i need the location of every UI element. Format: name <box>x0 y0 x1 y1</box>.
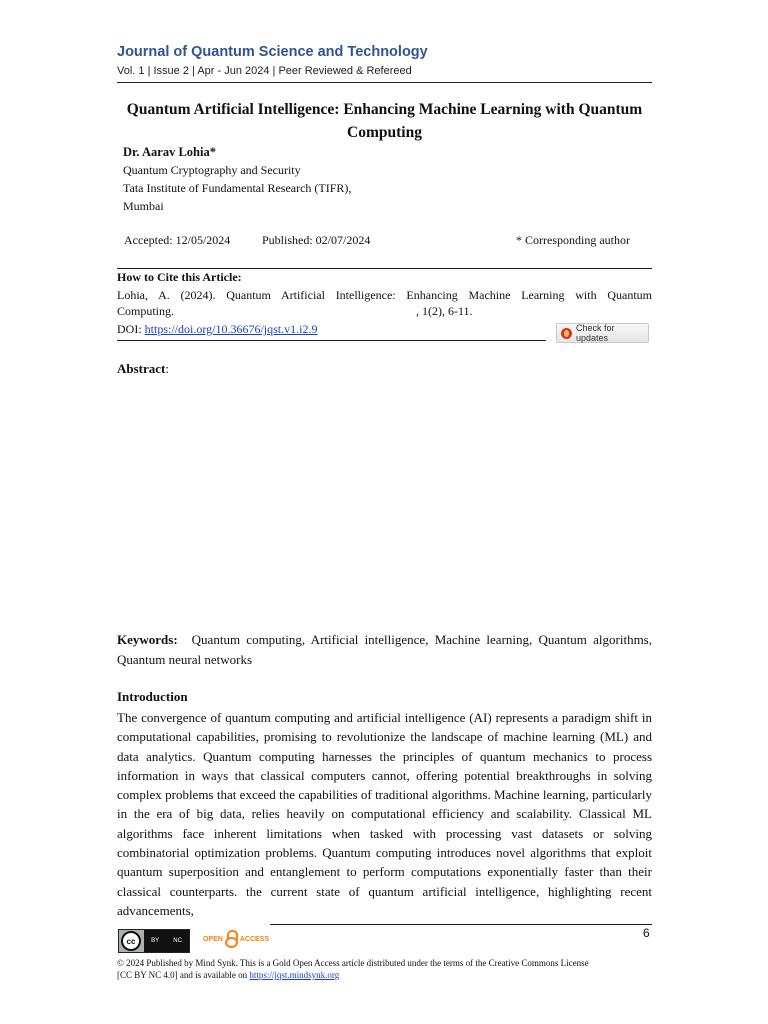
check-for-updates-label: Check for updates <box>576 323 615 343</box>
doi-label: DOI: <box>117 322 142 336</box>
header-divider <box>117 82 652 83</box>
license-line-2 <box>117 969 589 981</box>
citation-heading: How to Cite this Article: <box>117 270 242 284</box>
author-name: Dr. Aarav Lohia* <box>123 145 216 159</box>
cc-strip <box>144 930 189 952</box>
citation-divider <box>117 268 652 269</box>
citation-line-2: Computing. <box>117 304 175 318</box>
check-for-updates-button[interactable] <box>556 323 649 343</box>
cc-icon: cc <box>121 931 141 951</box>
cc-nc-label: NC <box>173 938 182 944</box>
citation-volume: , 1(2), 6-11. <box>416 304 473 318</box>
abstract-colon: : <box>165 361 170 376</box>
page-number: 6 <box>643 926 650 940</box>
open-access-logo <box>203 930 269 948</box>
doi-divider <box>117 340 546 341</box>
introduction-body: The convergence of quantum computing and artificial intelligence (AI) represents a paradigm shift in computational capabilities, promising to revolutionize the landscape of machine learning (ML) and data analytics. Quantum computing harnesses the principles of quantum mechanics to process information in ways that classical computers cannot, offering potential breakthroughs in solving complex problems that exceed the capabilities of traditional algorithms. Machine learning, particularly in the era of big data, relies heavily on computational efficiency and scalability. Classical ML algorithms face inherent limitations when tasked with processing vast datasets or solving combinatorial optimization problems. Quantum computing introduces novel algorithms that exploit quantum superposition and entanglement to perform computations exponentially faster than their classical counterparts. the current state of quantum artificial intelligence, highlighting recent advancements, <box>117 710 652 918</box>
cc-by-label: BY <box>151 938 160 944</box>
doi-link[interactable]: https://doi.org/10.36676/jqst.v1.i2.9 <box>144 322 318 336</box>
keywords-section <box>117 630 652 670</box>
footer-divider <box>270 924 652 925</box>
license-line-1: © 2024 Published by Mind Synk. This is a Gold Open Access article distributed under the terms of the Creative Commons License <box>117 958 589 968</box>
affiliation-line: Mumbai <box>123 199 164 213</box>
journal-website-link[interactable]: https://jqst.mindsynk.org <box>249 970 340 980</box>
abstract-heading-text: Abstract <box>117 361 166 376</box>
open-access-right: ACCESS <box>239 935 270 943</box>
journal-name: Journal of Quantum Science and Technology <box>117 44 428 60</box>
corresponding-author-note: * Corresponding author <box>516 233 630 247</box>
affiliation-line: Tata Institute of Fundamental Research (TIFR), <box>123 181 352 195</box>
keywords-text: Quantum computing, Artificial intelligence, Machine learning, Quantum algorithms, Quantum neural networks <box>117 632 652 667</box>
license-line-2-text: [CC BY NC 4.0] and is available on <box>117 970 248 980</box>
article-title: Quantum Artificial Intelligence: Enhancing Machine Learning with Quantum Computing <box>126 101 643 141</box>
published-date: Published: 02/07/2024 <box>262 233 371 247</box>
open-access-left: OPEN <box>203 935 223 943</box>
introduction-heading: Introduction <box>117 689 188 704</box>
license-text <box>117 957 589 981</box>
cc-license-badge <box>118 929 190 953</box>
keywords-label: Keywords: <box>117 632 178 647</box>
open-lock-icon <box>225 930 238 948</box>
affiliation-line: Quantum Cryptography and Security <box>123 163 301 177</box>
doi-line <box>117 322 317 337</box>
issue-line: Vol. 1 | Issue 2 | Apr - Jun 2024 | Peer Reviewed & Refereed <box>117 65 412 77</box>
abstract-heading <box>117 361 169 377</box>
accepted-date: Accepted: 12/05/2024 <box>124 233 231 247</box>
citation-line-1: Lohia, A. (2024). Quantum Artificial Intelligence: Enhancing Machine Learning with Quantum <box>117 288 652 302</box>
author-affiliation <box>123 161 351 215</box>
crossmark-icon <box>561 328 572 339</box>
